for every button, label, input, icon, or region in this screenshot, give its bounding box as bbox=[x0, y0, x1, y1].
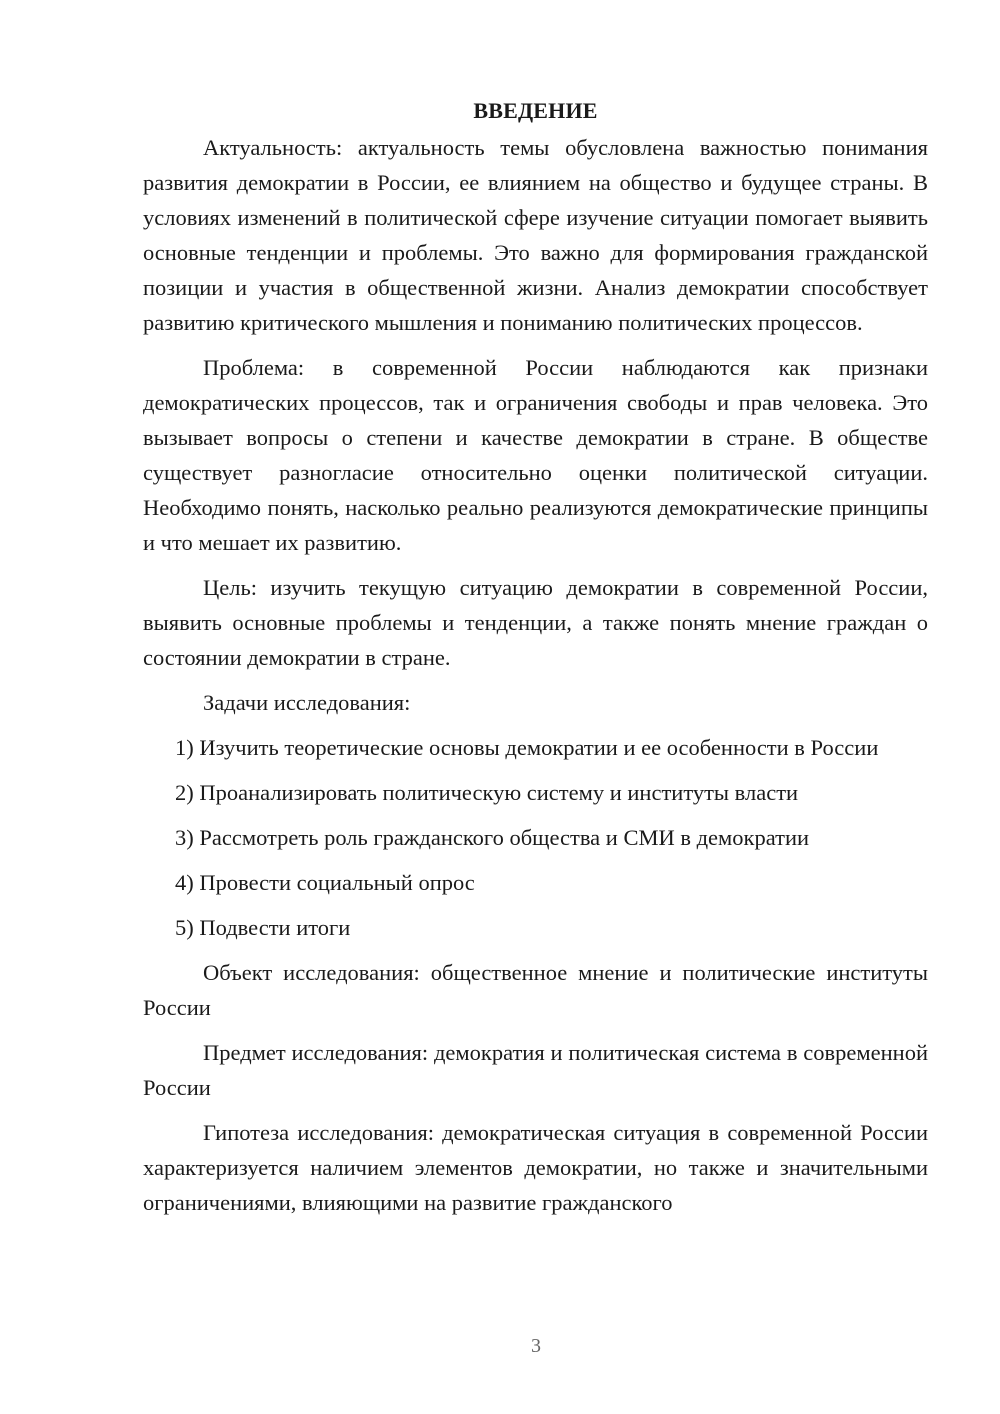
page-number: 3 bbox=[531, 1335, 541, 1357]
object-paragraph: Объект исследования: общественное мнение и политические институты России bbox=[143, 960, 928, 1020]
tasks-intro: Задачи исследования: bbox=[203, 690, 411, 715]
task-item-1: 1) Изучить теоретические основы демократии и ее особенности в России bbox=[175, 735, 879, 760]
task-item-3: 3) Рассмотреть роль гражданского общества и СМИ в демократии bbox=[175, 825, 810, 850]
task-item-5: 5) Подвести итоги bbox=[175, 915, 351, 940]
goal-paragraph: Цель: изучить текущую ситуацию демократии в современной России, выявить основные проблемы и тенденции, а также понять мнение граждан о состоянии демократии в стране. bbox=[143, 575, 928, 670]
task-item-2: 2) Проанализировать политическую систему и институты власти bbox=[175, 780, 799, 805]
subject-paragraph: Предмет исследования: демократия и политическая система в современной России bbox=[143, 1040, 928, 1100]
relevance-paragraph: Актуальность: актуальность темы обусловлена важностью понимания развития демократии в России, ее влиянием на общество и будущее страны. В условиях изменений в политической сфере изучение ситуации помогает выявить основные тенденции и проблемы. Это важно для формирования гражданской позиции и участия в общественной жизни. Анализ демократии способствует развитию критического мышления и пониманию политических процессов. bbox=[143, 135, 928, 335]
document-body bbox=[143, 96, 928, 1230]
hypothesis-paragraph: Гипотеза исследования: демократическая ситуация в современной России характеризуется наличием элементов демократии, но также и значительными ограничениями, влияющими на развитие гражданского bbox=[143, 1120, 928, 1215]
page-title: ВВЕДЕНИЕ bbox=[473, 98, 598, 123]
problem-paragraph: Проблема: в современной России наблюдаются как признаки демократических процессов, так и ограничения свободы и прав человека. Это вызывает вопросы о степени и качестве демократии в стране. В обществе существует разногласие относительно оценки политической ситуации. Необходимо понять, насколько реально реализуются демократические принципы и что мешает их развитию. bbox=[143, 355, 928, 555]
tasks-list bbox=[143, 730, 928, 945]
task-item-4: 4) Провести социальный опрос bbox=[175, 870, 475, 895]
